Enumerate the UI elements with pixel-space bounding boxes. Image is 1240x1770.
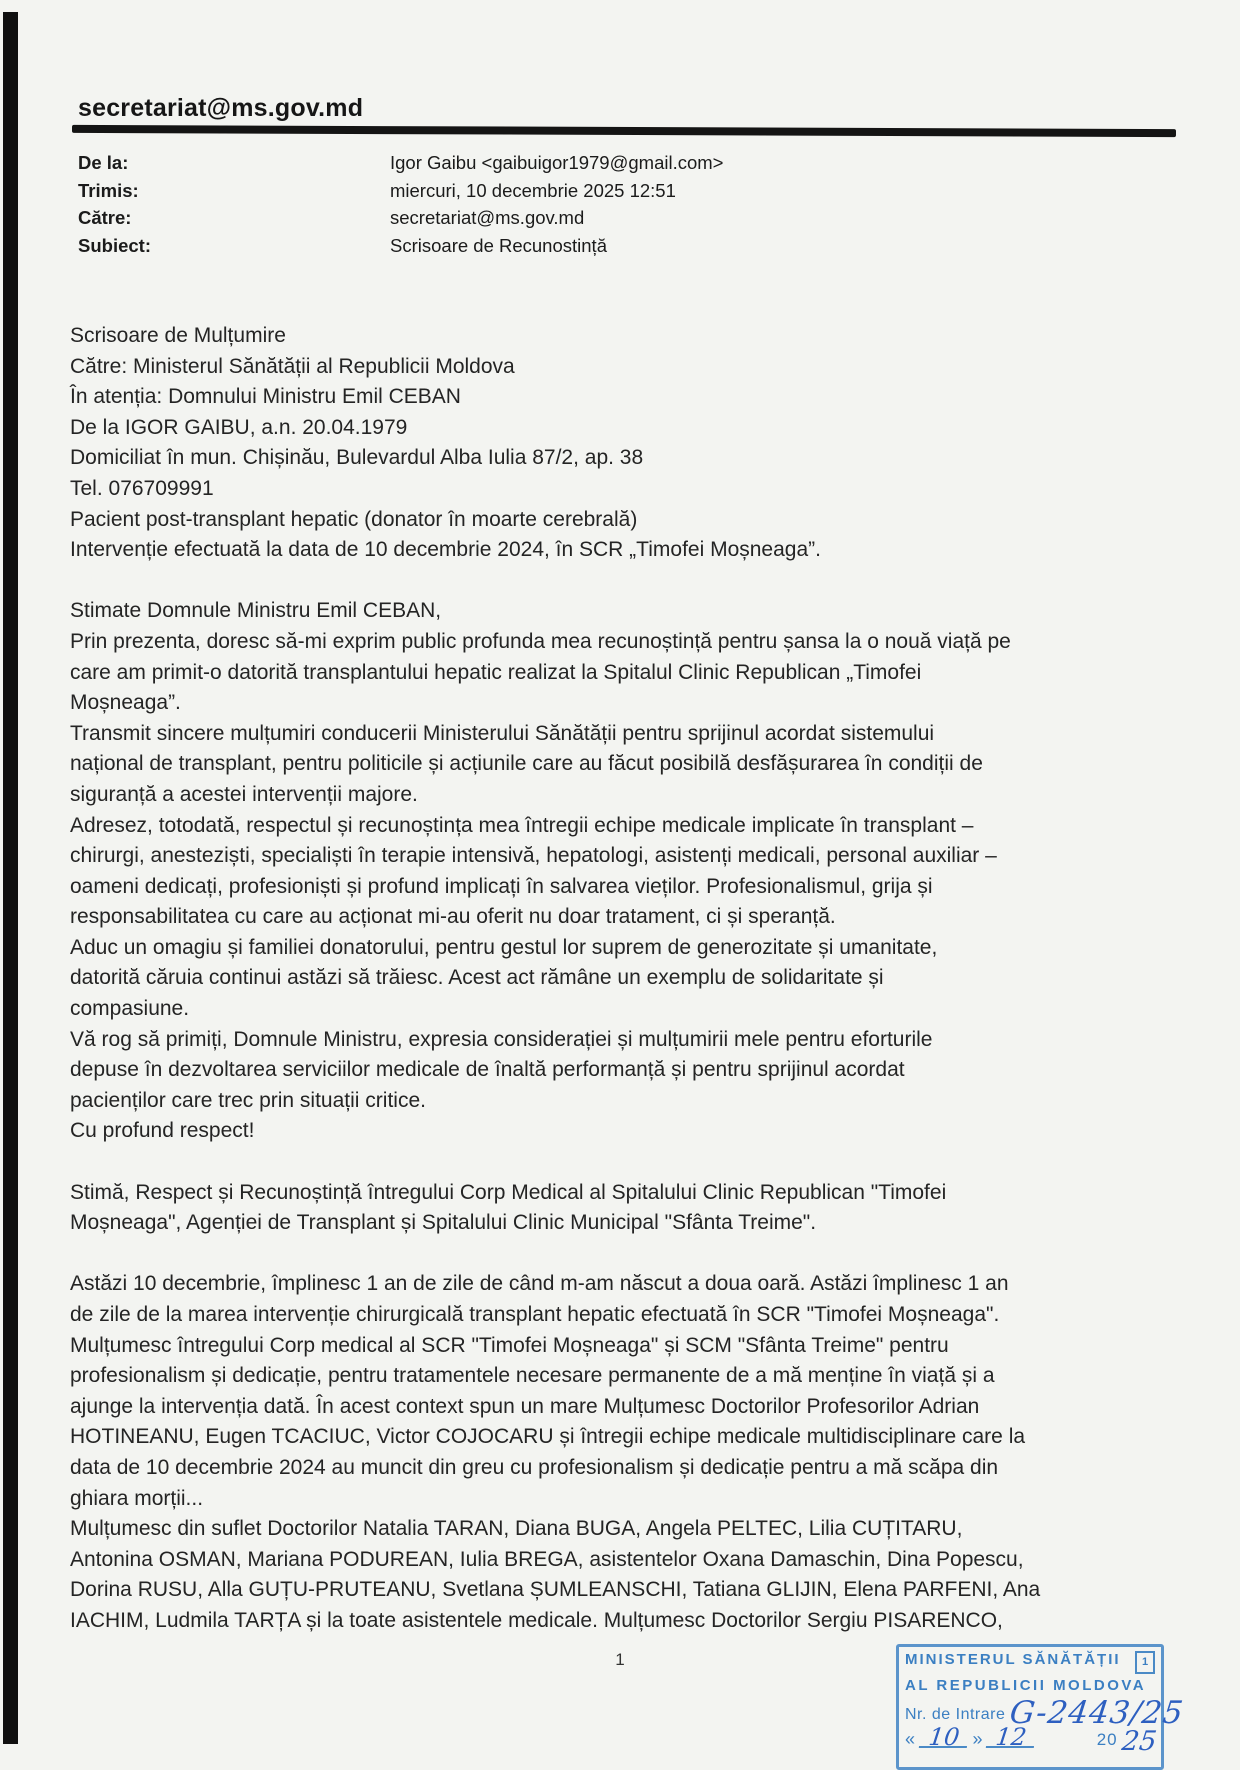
letter-line: Pacient post-transplant hepatic (donator în moarte cerebrală)	[70, 507, 638, 531]
letter-line: național de transplant, pentru politicile și acțiunile care au făcut posibilă desfășurarea în condiții de	[70, 752, 983, 776]
letter-line: responsabilitatea cu care au acționat mi-au oferit nu doar tratament, ci și speranță.	[70, 905, 836, 929]
registry-stamp	[896, 1644, 1187, 1770]
scan-edge-bar	[3, 12, 18, 1744]
stamp-quote-open: «	[905, 1729, 916, 1749]
header-divider	[72, 125, 1176, 137]
stamp-date-row	[905, 1723, 1159, 1757]
stamp-month-handwritten: 12	[986, 1728, 1036, 1748]
letter-line: Adresez, totodată, respectul și recunoștința mea întregii echipe medicale implicate în transplant –	[70, 813, 974, 837]
letter-line: Astăzi 10 decembrie, împlinesc 1 an de zile de când m-am născut a doua oară. Astăzi împlinesc 1 an	[70, 1272, 1009, 1296]
stamp-corner-box: 1	[1135, 1651, 1155, 1674]
letter-line: depuse în dezvoltarea serviciilor medicale de înaltă performanță și pentru sprijinul acordat	[70, 1058, 905, 1082]
stamp-title-row	[905, 1651, 1155, 1674]
letter-line: Mulțumesc din suflet Doctorilor Natalia TARAN, Diana BUGA, Angela PELTEC, Lilia CUȚITARU,	[70, 1517, 963, 1541]
letter-line	[70, 1242, 1040, 1273]
email-header-title: secretariat@ms.gov.md	[78, 94, 364, 122]
letter-line: Domiciliat în mun. Chișinău, Bulevardul Alba Iulia 87/2, ap. 38	[70, 446, 644, 470]
stamp-entry-number-row	[905, 1695, 1187, 1731]
letter-line: IACHIM, Ludmila TARȚA și la toate asistentele medicale. Mulțumesc Doctorilor Sergiu PISARENCO,	[70, 1608, 1003, 1632]
letter-line: Stimă, Respect și Recunoștință întregului Corp Medical al Spitalului Clinic Republican "Timofei	[70, 1180, 947, 1204]
letter-line: datorită căruia continui astăzi să trăiesc. Acest act rămâne un exemplu de solidaritate și	[70, 966, 884, 990]
letter-body	[70, 324, 1040, 1640]
letter-line: Moșneaga", Agenției de Transplant și Spitalului Clinic Municipal "Sfânta Treime".	[70, 1211, 817, 1235]
letter-line: pacienților care trec prin situații critice.	[70, 1088, 426, 1112]
stamp-quote-close: »	[972, 1729, 983, 1749]
letter-line: Antonina OSMAN, Mariana PODUREAN, Iulia BREGA, asistentelor Oxana Damaschin, Dina Popescu,	[70, 1547, 1024, 1571]
letter-line: Mulțumesc întregului Corp medical al SCR "Timofei Moșneaga" și SCM "Sfânta Treime" pentru	[70, 1333, 949, 1357]
letter-line: care am primit-o datorită transplantului hepatic realizat la Spitalul Clinic Republican „Timofei	[70, 660, 922, 684]
stamp-year-printed: 20	[1096, 1730, 1118, 1749]
letter-line: Stimate Domnule Ministru Emil CEBAN,	[70, 599, 442, 623]
letter-line	[70, 1150, 1040, 1181]
email-meta-row-value: miercuri, 10 decembrie 2025 12:51	[390, 179, 676, 201]
letter-line: Vă rog să primiți, Domnule Ministru, expresia considerației și mulțumirii mele pentru eforturile	[70, 1027, 933, 1051]
letter-line: Către: Ministerul Sănătății al Republicii Moldova	[70, 354, 515, 378]
letter-line: Scrisoare de Mulțumire	[70, 324, 286, 347]
email-meta-row-value: Scrisoare de Recunostință	[390, 234, 607, 256]
email-meta-row	[78, 235, 723, 263]
stamp-content	[896, 1644, 1187, 1757]
letter-line: oameni dedicați, profesioniști și profund implicați în salvarea vieților. Profesionalismul, grija și	[70, 874, 933, 898]
stamp-title-line2: AL REPUBLICII MOLDOVA	[905, 1677, 1147, 1694]
letter-line	[70, 569, 1040, 600]
letter-line: Transmit sincere mulțumiri conducerii Ministerului Sănătății pentru sprijinul acordat sistemului	[70, 721, 935, 745]
letter-line: chirurgi, anesteziști, specialiști în terapie intensivă, hepatologi, asistenți medicali, personal auxiliar –	[70, 844, 997, 868]
letter-line: Moșneaga”.	[70, 691, 181, 715]
letter-line: Intervenție efectuată la data de 10 decembrie 2024, în SCR „Timofei Moșneaga”.	[70, 538, 821, 562]
letter-line: Cu profund respect!	[70, 1119, 255, 1143]
letter-line: În atenția: Domnului Ministru Emil CEBAN	[70, 385, 461, 409]
stamp-year-handwritten: 25	[1120, 1726, 1159, 1757]
letter-line: Prin prezenta, doresc să-mi exprim public profunda mea recunoștință pentru șansa la o nouă viață pe	[70, 629, 1011, 653]
letter-line: profesionalism și dedicație, pentru tratamentele necesare permanente de a mă menține în viață și a	[70, 1364, 995, 1388]
email-meta-row-value: secretariat@ms.gov.md	[390, 207, 585, 229]
letter-line: HOTINEANU, Eugen TCACIUC, Victor COJOCARU și întregii echipe medicale multidisciplinare care la	[70, 1425, 1026, 1449]
stamp-entry-number-label: Nr. de Intrare	[905, 1706, 1006, 1723]
email-meta-row	[78, 180, 723, 208]
stamp-title-line1: MINISTERUL SĂNĂTĂȚII	[905, 1651, 1121, 1668]
letter-line: Aduc un omagiu și familiei donatorului, pentru gestul lor suprem de generozitate și umanitate,	[70, 935, 938, 959]
letter-line: ghiara morții...	[70, 1486, 204, 1510]
letter-line: Tel. 076709991	[70, 476, 214, 500]
email-meta-row-label: Către:	[78, 207, 132, 229]
email-meta-row-label: De la:	[78, 152, 129, 173]
letter-line: De la IGOR GAIBU, a.n. 20.04.1979	[70, 415, 408, 439]
letter-line: siguranță a acestei intervenții majore.	[70, 782, 418, 806]
stamp-day-handwritten: 10	[919, 1728, 969, 1748]
stamp-entry-number-handwritten: G-2443/25	[1008, 1695, 1187, 1731]
email-meta-row	[78, 152, 723, 180]
letter-line: ajunge la intervenția dată. În acest context spun un mare Mulțumesc Doctorilor Profesorilor Adrian	[70, 1394, 980, 1418]
letter-line: compasiune.	[70, 997, 190, 1021]
email-meta-row-label: Trimis:	[78, 179, 139, 201]
email-meta-row-label: Subiect:	[78, 234, 151, 256]
letter-line: data de 10 decembrie 2024 au muncit din greu cu profesionalism și dedicație pentru a mă scăpa din	[70, 1455, 999, 1479]
page-number: 1	[615, 1650, 625, 1669]
letter-line: Dorina RUSU, Alla GUȚU-PRUTEANU, Svetlana ȘUMLEANSCHI, Tatiana GLIJIN, Elena PARFENI, Ana	[70, 1578, 1041, 1602]
email-meta-row-value: Igor Gaibu <gaibuigor1979@gmail.com>	[390, 152, 724, 173]
letter-line: de zile de la marea intervenție chirurgicală transplant hepatic efectuată în SCR "Timofei Moșneaga".	[70, 1303, 1000, 1326]
email-meta-row	[78, 207, 723, 235]
email-meta-block	[78, 152, 723, 262]
